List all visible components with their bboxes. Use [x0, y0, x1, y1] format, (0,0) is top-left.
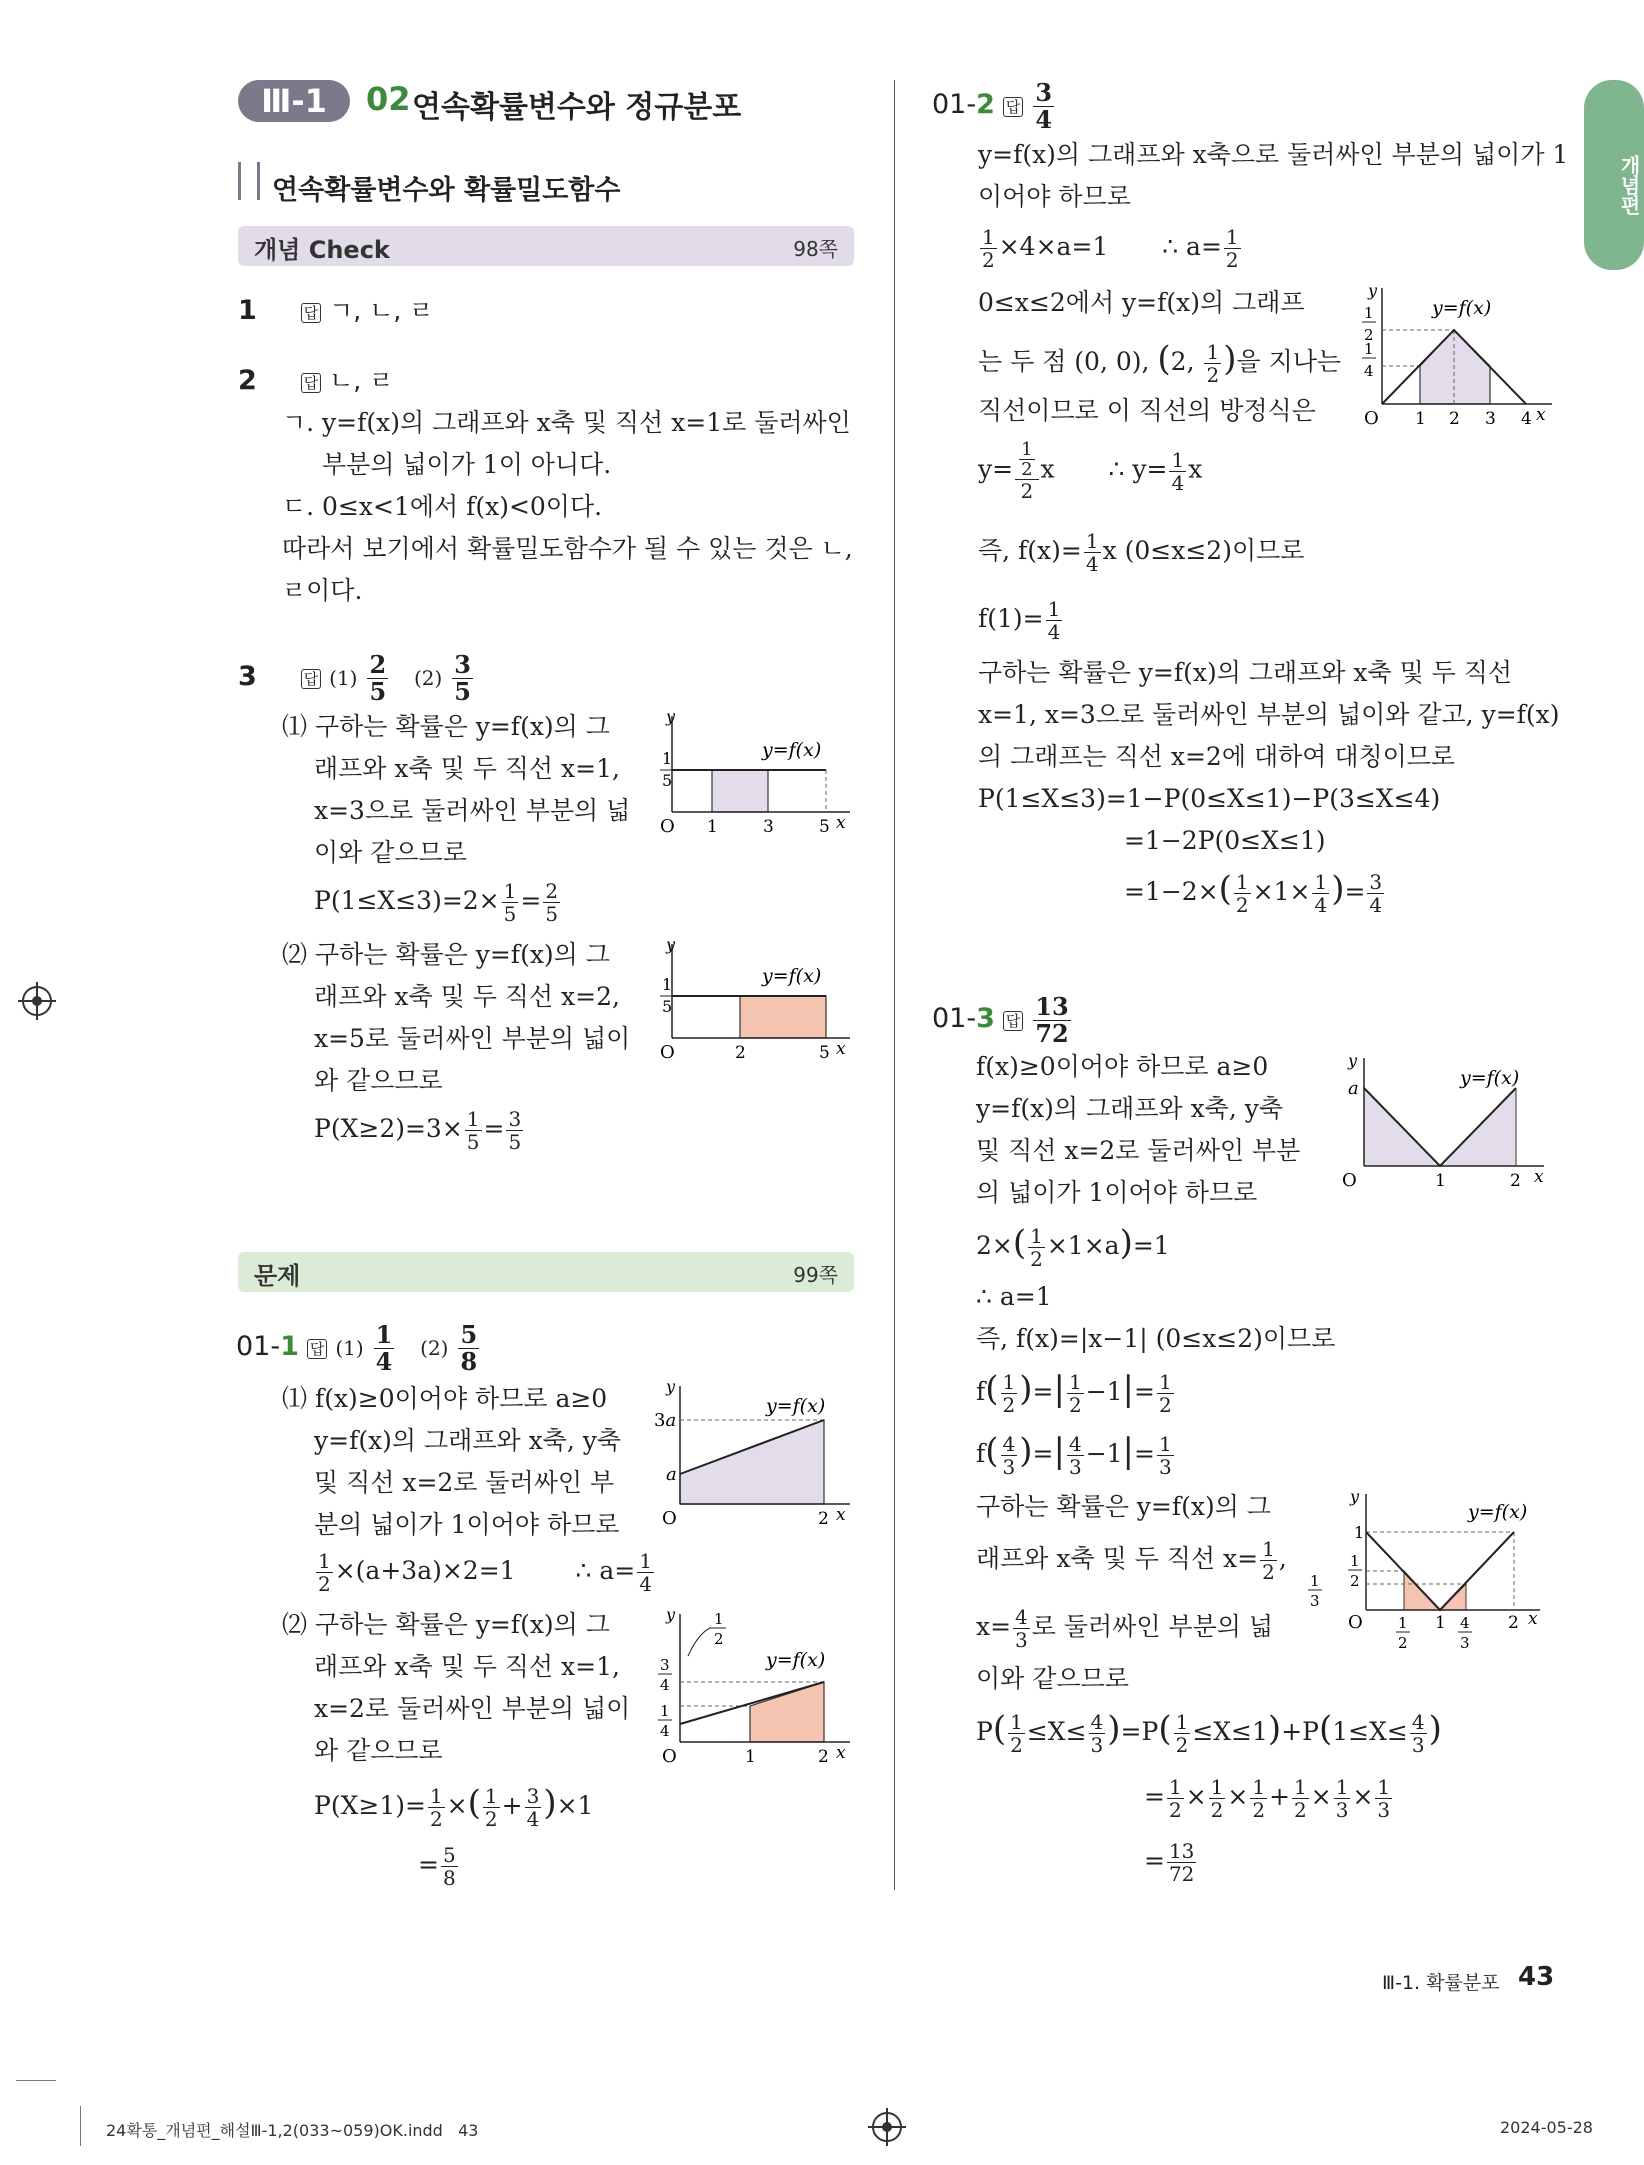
q011-p2: ⑵ 구하는 확률은 y=f(x)의 그 래프와 x축 및 두 직선 x=1, x=2로 둘러싸인 부분의 넓이 와 같으므로 — [282, 1610, 631, 1765]
q013-l9: 이와 같으므로 — [976, 1664, 1129, 1693]
q013-eq4: f( $\frac{4}{3}$ )=| $\frac{4}{3}$ −1|= $\frac{1}{3}$ — [976, 1431, 1172, 1479]
svg-text:y=f(x): y=f(x) — [762, 739, 822, 761]
svg-text:2: 2 — [1508, 1613, 1519, 1633]
svg-text:x: x — [836, 1039, 846, 1059]
q3-p2: ⑵ 구하는 확률은 y=f(x)의 그 래프와 x축 및 두 직선 x=2, x=5로 둘러싸인 부분의 넓이 와 같으므로 — [282, 940, 631, 1095]
concept-check-label: 개념 Check — [254, 236, 390, 264]
crop-mark — [80, 2106, 81, 2146]
q013-answer: $\frac{13}{72}$ — [1035, 992, 1069, 1048]
q2-line-2: 부분의 넓이가 1이 아니다. — [322, 450, 612, 479]
q1 — [238, 290, 433, 332]
q3-ans-label-1: (1) — [329, 666, 358, 690]
q012-l9: 의 그래프는 직선 x=2에 대하여 대칭이므로 — [978, 742, 1456, 771]
svg-text:1: 1 — [745, 1747, 756, 1767]
svg-text:4: 4 — [660, 1676, 670, 1694]
svg-text:1: 1 — [714, 1610, 724, 1628]
graph-fill — [680, 1420, 824, 1504]
problem-bar — [238, 1252, 854, 1292]
svg-text:1: 1 — [660, 1702, 670, 1720]
q012-eq5: =1−2P(0≤X≤1) — [1124, 826, 1326, 855]
svg-text:1: 1 — [662, 975, 673, 994]
svg-text:2: 2 — [1364, 326, 1374, 344]
q012-head: 01-2 답 $\frac{3}{4}$ — [932, 78, 1053, 134]
svg-text:x: x — [836, 1743, 846, 1763]
answer-icon: 답 — [1003, 1011, 1024, 1031]
q011-eq1: $\frac{1}{2}$ ×(a+3a)×2=1 ∴ a= $\frac{1}{4}$ — [318, 1549, 652, 1596]
section-number: 02 — [366, 80, 411, 118]
q013-eq7: = $\frac{13}{72}$ — [1144, 1839, 1195, 1886]
svg-text:1: 1 — [662, 749, 673, 768]
svg-text:y=f(x): y=f(x) — [1460, 1067, 1520, 1089]
answer-icon: 답 — [307, 1339, 328, 1359]
svg-text:O: O — [1364, 408, 1379, 429]
subsection-title: 연속확률변수와 확률밀도함수 — [272, 175, 621, 206]
q012-eq2: y= $\frac{\frac{1}{2}}{2}$ x ∴ y= $\frac{1}{4}$ x — [978, 439, 1203, 503]
svg-text:1: 1 — [1398, 1614, 1408, 1632]
svg-text:2: 2 — [818, 1747, 829, 1767]
q3-eq2: P(X≥2)=3× $\frac{1}{5}$ = $\frac{3}{5}$ — [314, 1107, 522, 1154]
q013-eq5: P( $\frac{1}{2}$ ≤X≤ $\frac{4}{3}$ )=P( $\frac{1}{2}$ ≤X≤1)+P(1≤X≤ $\frac{4}{3}$ ) — [976, 1709, 1442, 1757]
svg-text:1: 1 — [707, 817, 718, 837]
svg-text:x: x — [1528, 1609, 1538, 1629]
svg-text:y=f(x): y=f(x) — [766, 1649, 826, 1671]
file-info: 24확통_개념편_해설Ⅲ-1,2(033~059)OK.indd 43 — [106, 2121, 479, 2140]
svg-text:1: 1 — [1364, 340, 1374, 358]
q3-p1: ⑴ 구하는 확률은 y=f(x)의 그 래프와 x축 및 두 직선 x=1, x=3으로 둘러싸인 부분의 넓 이와 같으므로 — [282, 712, 631, 867]
svg-text:O: O — [662, 1746, 677, 1767]
svg-text:1: 1 — [1415, 409, 1426, 429]
svg-text:y: y — [1348, 1051, 1358, 1070]
answer-icon: 답 — [1003, 97, 1024, 117]
svg-text:5: 5 — [662, 997, 673, 1016]
q012-l6: 즉, f(x)= $\frac{1}{4}$ x (0≤x≤2)이므로 — [978, 529, 1305, 576]
q012-eq1: $\frac{1}{2}$ ×4×a=1 ∴ a= $\frac{1}{2}$ — [982, 225, 1239, 272]
q012-l7: 구하는 확률은 y=f(x)의 그래프와 x축 및 두 직선 — [978, 658, 1513, 687]
svg-text:O: O — [660, 1042, 675, 1063]
svg-text:4: 4 — [1521, 409, 1532, 429]
svg-text:2: 2 — [1449, 409, 1460, 429]
q013-l6: 구하는 확률은 y=f(x)의 그 — [976, 1492, 1271, 1521]
svg-text:2: 2 — [735, 1043, 746, 1063]
q3-answer-1: $\frac{2}{5}$ — [369, 650, 387, 706]
q2-answer: ㄴ, ㄹ — [329, 366, 394, 395]
svg-text:y: y — [1368, 281, 1378, 300]
svg-text:5: 5 — [819, 1043, 830, 1063]
svg-text:x: x — [836, 1505, 846, 1525]
svg-text:3: 3 — [660, 1656, 670, 1674]
graph-fill — [1420, 330, 1490, 404]
problem-label: 문제 — [254, 1262, 301, 1290]
svg-text:1: 1 — [1364, 304, 1374, 322]
q3-graph-2 — [650, 936, 860, 1066]
svg-text:y: y — [666, 1605, 676, 1624]
q3-eq1: P(1≤X≤3)=2× $\frac{1}{5}$ = $\frac{2}{5}$ — [314, 879, 559, 926]
svg-text:y=f(x): y=f(x) — [766, 1395, 826, 1417]
q3-ans-label-2: (2) — [414, 666, 443, 690]
svg-text:3a: 3a — [654, 1410, 677, 1431]
subsection-marker-icon — [238, 162, 260, 200]
svg-text:a: a — [1348, 1078, 1359, 1099]
svg-text:x: x — [1534, 1167, 1544, 1187]
q013-l1: f(x)≥0이어야 하므로 a≥0 — [976, 1052, 1269, 1081]
svg-text:2: 2 — [1398, 1634, 1408, 1652]
q012-l1: y=f(x)의 그래프와 x축으로 둘러싸인 부분의 넓이가 1 — [978, 140, 1569, 169]
q011-p1: ⑴ f(x)≥0이어야 하므로 a≥0 y=f(x)의 그래프와 x축, y축 및 직선 x=2로 둘러싸인 부 분의 넓이가 1이어야 하므로 — [282, 1384, 621, 1539]
q2-line-3: ㄷ. 0≤x<1에서 f(x)<0이다. — [282, 492, 603, 521]
svg-text:y: y — [666, 1377, 676, 1396]
q012-eq6: =1−2×( $\frac{1}{2}$ ×1× $\frac{1}{4}$ )= $\frac{3}{4}$ — [1124, 869, 1383, 917]
chapter-badge: Ⅲ-1 — [238, 80, 350, 122]
q012-l4: 는 두 점 (0, 0), (2, $\frac{1}{2}$ )을 지나는 — [978, 339, 1342, 387]
concept-check-bar — [238, 226, 854, 266]
svg-text:4: 4 — [660, 1722, 670, 1740]
q012-answer: $\frac{3}{4}$ — [1035, 78, 1053, 134]
answer-icon: 답 — [301, 669, 322, 689]
svg-text:5: 5 — [662, 771, 673, 790]
section-title: 연속확률변수와 정규분포 — [412, 90, 742, 125]
svg-text:2: 2 — [1510, 1171, 1521, 1191]
q3-answer-2: $\frac{3}{5}$ — [454, 650, 471, 706]
svg-text:3: 3 — [1310, 1592, 1320, 1610]
svg-text:y=f(x): y=f(x) — [762, 965, 822, 987]
svg-text:2: 2 — [714, 1630, 724, 1648]
q2-line-5: ㄹ이다. — [282, 576, 363, 605]
q012-eq3: f(1)= $\frac{1}{4}$ — [978, 597, 1061, 644]
q013-l5: 즉, f(x)=|x−1| (0≤x≤2)이므로 — [976, 1324, 1336, 1353]
q011-graph-1 — [650, 1378, 860, 1528]
q012-l3: 0≤x≤2에서 y=f(x)의 그래프 — [978, 288, 1305, 317]
q012-l5: 직선이므로 이 직선의 방정식은 — [978, 396, 1316, 425]
q013-eq2: ∴ a=1 — [976, 1282, 1052, 1311]
q3-number: 3 — [238, 661, 257, 692]
svg-text:1: 1 — [1435, 1171, 1446, 1191]
svg-text:y: y — [666, 935, 676, 954]
svg-text:O: O — [662, 1508, 677, 1529]
q012-graph — [1352, 282, 1562, 432]
svg-text:x: x — [836, 813, 846, 833]
q1-answer: ㄱ, ㄴ, ㄹ — [329, 296, 434, 325]
q012-l2: 이어야 하므로 — [978, 182, 1131, 211]
registration-mark-icon — [22, 986, 52, 1016]
q013-graph-1 — [1340, 1051, 1560, 1194]
graph-fill — [740, 996, 826, 1038]
svg-text:3: 3 — [763, 817, 774, 837]
q011-eq3: = $\frac{5}{8}$ — [418, 1843, 456, 1890]
q011-graph-2 — [650, 1606, 860, 1766]
q011-eq2: P(X≥1)= $\frac{1}{2}$ ×( $\frac{1}{2}$ + $\frac{3}{4}$ )×1 — [314, 1783, 594, 1831]
svg-text:1: 1 — [1310, 1572, 1320, 1590]
q2-head — [238, 360, 393, 402]
svg-text:y: y — [1350, 1487, 1360, 1506]
q013-head: 01-3 답 $\frac{13}{72}$ — [932, 992, 1069, 1048]
q2-line-4: 따라서 보기에서 확률밀도함수가 될 수 있는 것은 ㄴ, — [282, 534, 853, 563]
q013-l3: 및 직선 x=2로 둘러싸인 부분 — [976, 1136, 1301, 1165]
graph-fill — [1364, 1088, 1516, 1166]
svg-text:O: O — [1342, 1170, 1357, 1191]
concept-check-page: 98쪽 — [793, 237, 838, 261]
svg-text:1: 1 — [1350, 1552, 1360, 1570]
graph-fill — [712, 770, 768, 812]
svg-text:5: 5 — [819, 817, 830, 837]
svg-text:4: 4 — [1460, 1614, 1470, 1632]
q013-l7: 래프와 x축 및 두 직선 x= $\frac{1}{2}$ , — [976, 1537, 1287, 1584]
page-number: 43 — [1518, 1962, 1555, 1992]
q011-head: 01-1 답 (1) $\frac{1}{4}$ (2) $\frac{5}{8}$ — [236, 1320, 478, 1376]
q013-eq1: 2×( $\frac{1}{2}$ ×1×a)=1 — [976, 1223, 1170, 1271]
q013-l2: y=f(x)의 그래프와 x축, y축 — [976, 1094, 1283, 1123]
crop-mark — [16, 2080, 56, 2081]
q2-line-1: ㄱ. y=f(x)의 그래프와 x축 및 직선 x=1로 둘러싸인 — [282, 408, 851, 437]
svg-text:4: 4 — [1364, 362, 1374, 380]
q011-answer-2: $\frac{5}{8}$ — [460, 1320, 478, 1376]
svg-text:1: 1 — [1435, 1613, 1446, 1633]
svg-text:x: x — [1536, 405, 1546, 425]
q1-number: 1 — [238, 295, 257, 326]
svg-text:3: 3 — [1485, 409, 1496, 429]
q013-l4: 의 넓이가 1이어야 하므로 — [976, 1178, 1258, 1207]
q3-head — [238, 652, 475, 705]
q012-l8: x=1, x=3으로 둘러싸인 부분의 넓이와 같고, y=f(x) — [978, 700, 1560, 729]
q013-graph-2 — [1300, 1488, 1562, 1658]
problem-page: 99쪽 — [793, 1263, 838, 1287]
print-date: 2024-05-28 — [1500, 2118, 1593, 2137]
svg-text:2: 2 — [1350, 1572, 1360, 1590]
answer-icon: 답 — [301, 303, 322, 323]
svg-text:2: 2 — [818, 1509, 829, 1529]
q2-number: 2 — [238, 365, 257, 396]
svg-text:1: 1 — [1354, 1523, 1365, 1542]
svg-text:y=f(x): y=f(x) — [1468, 1501, 1528, 1523]
q013-eq6: = $\frac{1}{2}$ × $\frac{1}{2}$ × $\frac{1}{2}$ + $\frac{1}{2}$ × $\frac{1}{3}$ × $\frac{1}{3}$ — [1144, 1775, 1391, 1822]
svg-text:y: y — [666, 707, 676, 726]
answer-icon: 답 — [301, 373, 322, 393]
q012-eq4: P(1≤X≤3)=1−P(0≤X≤1)−P(3≤X≤4) — [978, 784, 1441, 813]
svg-text:O: O — [660, 816, 675, 837]
registration-mark-icon — [872, 2112, 902, 2142]
footer-breadcrumb: Ⅲ-1. 확률분포 — [1382, 1972, 1500, 1994]
svg-text:a: a — [666, 1464, 677, 1485]
q3-graph-1 — [650, 708, 860, 838]
q013-l8: x= $\frac{4}{3}$ 로 둘러싸인 부분의 넓 — [976, 1605, 1273, 1652]
column-divider — [894, 80, 895, 1890]
q013-eq3: f( $\frac{1}{2}$ )=| $\frac{1}{2}$ −1|= $\frac{1}{2}$ — [976, 1369, 1172, 1417]
side-tab: 개념편 — [1584, 80, 1644, 270]
q011-answer-1: $\frac{1}{4}$ — [375, 1320, 393, 1376]
svg-text:y=f(x): y=f(x) — [1432, 297, 1492, 319]
svg-text:3: 3 — [1460, 1634, 1470, 1652]
svg-text:O: O — [1348, 1612, 1363, 1633]
graph-fill — [750, 1682, 824, 1742]
